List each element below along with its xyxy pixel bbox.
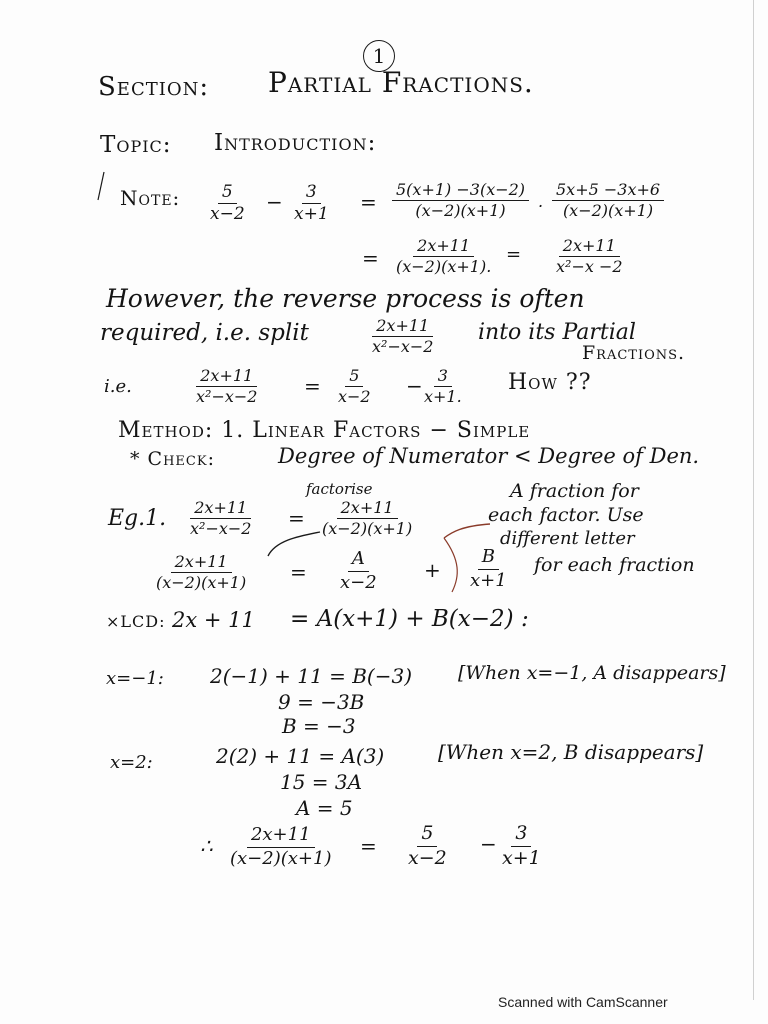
- fraction-numerator: A: [348, 548, 369, 572]
- fraction-denominator: (x−2)(x+1).: [396, 257, 492, 276]
- equals-sign: =: [288, 506, 305, 530]
- section-title: Partial Fractions.: [268, 66, 534, 99]
- check-text: Degree of Numerator < Degree of Den.: [278, 444, 700, 468]
- step1-line-2: 9 = −3B: [278, 690, 365, 714]
- page-number: 1: [363, 40, 395, 72]
- fraction-numerator: 5: [218, 182, 237, 204]
- fraction-denominator: x²−x −2: [556, 257, 623, 276]
- step2-label: x=2:: [110, 752, 153, 773]
- fraction-denominator: (x−2)(x+1): [230, 847, 332, 869]
- annotation-line-1: A fraction for: [510, 480, 639, 502]
- xlcd-label: ×LCD:: [106, 612, 166, 631]
- fraction-numerator: 5(x+1) −3(x−2): [392, 180, 529, 201]
- fraction-denominator: (x−2)(x+1): [156, 573, 247, 592]
- step1-line-3: B = −3: [282, 714, 356, 738]
- fraction-numerator: 3: [302, 182, 321, 204]
- topic-label: Topic:: [100, 132, 172, 158]
- plus-sign: +: [424, 558, 441, 582]
- fraction-numerator: 5: [417, 822, 437, 847]
- fraction-denominator: x²−x−2: [190, 519, 252, 538]
- camscanner-watermark: Scanned with CamScanner: [498, 994, 668, 1010]
- check-label: * Check:: [130, 448, 215, 470]
- however-line-3: Fractions.: [582, 342, 686, 364]
- fraction-numerator: B: [478, 546, 499, 570]
- equals-sign: =: [290, 560, 307, 584]
- fraction-denominator: x+1.: [424, 387, 462, 406]
- topic-title: Introduction:: [214, 130, 377, 156]
- fraction-numerator: 3: [434, 366, 452, 387]
- fraction-denominator: x−2: [338, 387, 371, 406]
- fraction-numerator: 2x+11: [337, 498, 398, 519]
- equals-sign: =: [506, 244, 522, 265]
- minus-sign: −: [406, 374, 423, 398]
- step1-line-1: 2(−1) + 11 = B(−3): [210, 664, 412, 688]
- how-question: How ??: [508, 370, 592, 395]
- fraction-denominator: (x−2)(x+1): [415, 201, 506, 220]
- dot: .: [538, 192, 544, 211]
- fraction-numerator: 2x+11: [372, 316, 433, 337]
- fraction-denominator: (x−2)(x+1): [322, 519, 413, 538]
- step2-line-1: 2(2) + 11 = A(3): [216, 744, 385, 768]
- method-line: Method: 1. Linear Factors − Simple: [118, 418, 531, 443]
- note-label: Note:: [120, 186, 181, 210]
- annotation-line-2: each factor. Use: [488, 504, 644, 526]
- xlcd-rhs: = A(x+1) + B(x−2) :: [290, 606, 529, 632]
- annotation-arrow-2: [444, 538, 457, 592]
- conclusion-fraction-1: [226, 824, 335, 870]
- step1-note: [When x=−1, A disappears]: [458, 662, 726, 684]
- fraction-denominator: (x−2)(x+1): [562, 201, 654, 220]
- fraction-denominator: x−2: [210, 204, 245, 225]
- annotation-arrow-1: [444, 524, 490, 538]
- fraction-numerator: 2x+11: [559, 236, 620, 257]
- equals-sign: =: [304, 374, 321, 398]
- fraction-denominator: x−2: [340, 571, 377, 593]
- section-label: Section:: [98, 72, 210, 102]
- fraction-denominator: x²−x−2: [372, 337, 434, 356]
- fraction-numerator: 2x+11: [190, 498, 251, 519]
- factorise-note: factorise: [306, 480, 373, 498]
- annotation-line-4: for each fraction: [534, 554, 695, 576]
- minus-sign: −: [480, 832, 497, 856]
- fraction-denominator: x+1: [502, 846, 541, 869]
- factorise-arrow: [268, 532, 320, 556]
- fraction-numerator: 3: [511, 822, 531, 847]
- however-line-2: required, i.e. split: [100, 320, 309, 346]
- fraction-numerator: 2x+11: [196, 366, 257, 387]
- annotation-line-3: different letter: [500, 528, 635, 549]
- conclusion-fraction-3: [498, 822, 545, 871]
- fraction-numerator: 5: [345, 366, 363, 387]
- equals-sign: =: [360, 834, 377, 858]
- fraction-numerator: 2x+11: [413, 236, 474, 257]
- fraction-denominator: x−2: [408, 846, 447, 869]
- step1-label: x=−1:: [106, 668, 164, 689]
- equals-sign: =: [362, 246, 379, 270]
- step2-line-3: A = 5: [296, 796, 353, 820]
- ie-label: i.e.: [104, 376, 132, 397]
- fraction-denominator: x²−x−2: [196, 387, 258, 406]
- xlcd-lhs: 2x + 11: [172, 608, 255, 632]
- fraction-numerator: 5x+5 −3x+6: [552, 180, 664, 201]
- fraction-denominator: x+1: [470, 569, 507, 591]
- however-line-2b: into its Partial: [478, 320, 636, 345]
- example-label: Eg.1.: [108, 506, 167, 531]
- fraction-numerator: 2x+11: [171, 552, 232, 573]
- fraction-denominator: x+1: [294, 204, 329, 225]
- conclusion-fraction-2: [404, 822, 451, 871]
- margin-mark: [98, 172, 104, 200]
- step2-line-2: 15 = 3A: [280, 770, 363, 794]
- fraction-numerator: 2x+11: [247, 824, 315, 848]
- minus-sign: −: [266, 190, 283, 214]
- equals-sign: =: [360, 190, 377, 214]
- step2-note: [When x=2, B disappears]: [438, 740, 704, 764]
- therefore-sign: ∴: [200, 834, 213, 858]
- however-line-1: However, the reverse process is often: [106, 284, 585, 313]
